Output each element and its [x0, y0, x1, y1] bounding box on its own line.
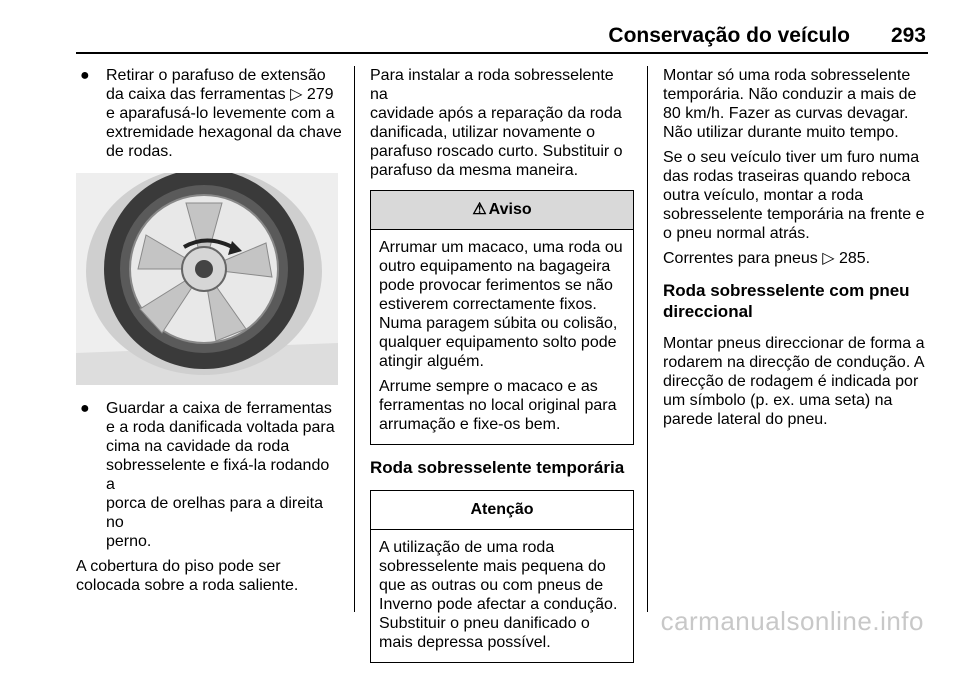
line: sobresselente temporária na frente e	[663, 206, 925, 223]
line: mais depressa possível.	[379, 634, 551, 651]
caution-header: Atenção	[371, 491, 633, 530]
line: rodarem na direcção de condução. A	[663, 354, 925, 371]
line: Guardar a caixa de ferramentas	[106, 400, 332, 417]
line: ferramentas no local original para	[379, 397, 617, 414]
intro-paragraph	[370, 66, 634, 180]
spare-wheel-illustration	[76, 173, 338, 385]
line: outra veículo, montar a roda	[663, 187, 864, 204]
line: A utilização de uma roda	[379, 539, 555, 556]
column-divider-2	[647, 66, 648, 612]
line: cavidade após a reparação da roda	[370, 105, 622, 122]
section-heading-directional-spare	[663, 280, 929, 322]
column-divider-1	[354, 66, 355, 612]
line: e a roda danificada voltada para	[106, 419, 335, 436]
warning-body	[371, 230, 633, 444]
line: das rodas traseiras quando reboca	[663, 168, 911, 185]
line: Retirar o parafuso de extensão	[106, 67, 326, 84]
line: Não utilizar durante muito tempo.	[663, 124, 899, 141]
line: direccional	[663, 302, 753, 321]
bullet-dot: ●	[80, 67, 90, 84]
warning-paragraph-2	[379, 377, 625, 434]
page-title: Conservação do veículo	[608, 24, 850, 47]
line: perno.	[106, 533, 152, 550]
bullet-item-2	[76, 399, 342, 551]
line: Para instalar a roda sobresselente na	[370, 67, 614, 103]
caution-paragraph	[379, 538, 625, 652]
caution-box	[370, 490, 634, 663]
line: pode provocar ferimentos se não	[379, 277, 613, 294]
line: que as outras ou com pneus de	[379, 577, 604, 594]
line: Arrume sempre o macaco e as	[379, 378, 598, 395]
line: Roda sobresselente com pneu	[663, 281, 910, 300]
column-3	[663, 66, 929, 435]
line: parafuso da mesma maneira.	[370, 162, 579, 179]
line: temporária. Não conduzir a mais de	[663, 86, 917, 103]
line: Montar só uma roda sobresselente	[663, 67, 911, 84]
warning-title: Aviso	[488, 201, 532, 218]
column-2	[370, 66, 634, 675]
page-header	[76, 22, 928, 54]
line: Se o seu veículo tiver um furo numa	[663, 149, 920, 166]
line: Arrumar um macaco, uma roda ou	[379, 239, 623, 256]
line: A cobertura do piso pode ser	[76, 558, 281, 575]
floor-cover-paragraph	[76, 557, 342, 595]
line: direcção de rodagem é indicada por	[663, 373, 919, 390]
line: cima na cavidade da roda	[106, 438, 290, 455]
line: da caixa das ferramentas ▷ 279	[106, 86, 334, 103]
section-heading-temporary-spare: Roda sobresselente temporária	[370, 458, 625, 477]
directional-tyre-paragraph	[663, 334, 929, 429]
watermark: carmanualsonline.info	[660, 606, 924, 636]
caution-body	[371, 530, 633, 662]
line: estiverem correctamente fixos.	[379, 296, 597, 313]
line: porca de orelhas para a direita no	[106, 495, 324, 531]
line: Inverno pode afectar a condução.	[379, 596, 618, 613]
column-1	[76, 66, 342, 601]
line: o pneu normal atrás.	[663, 225, 810, 242]
line: arrumação e fixe-os bem.	[379, 416, 561, 433]
line: e aparafusá-lo levemente com a	[106, 105, 335, 122]
line: atingir alguém.	[379, 353, 484, 370]
towing-paragraph	[663, 148, 929, 243]
line: outro equipamento na bagageira	[379, 258, 611, 275]
bullet-dot: ●	[80, 400, 90, 417]
tyre-chains-reference: Correntes para pneus ▷ 285.	[663, 250, 871, 267]
warning-icon: ⚠	[472, 201, 487, 218]
line: colocada sobre a roda saliente.	[76, 577, 299, 594]
line: extremidade hexagonal da chave	[106, 124, 342, 141]
warning-header	[371, 191, 633, 230]
line: sobresselente e fixá-la rodando a	[106, 457, 330, 493]
line: 80 km/h. Fazer as curvas devagar.	[663, 105, 909, 122]
temporary-spare-paragraph	[663, 66, 929, 142]
page-number: 293	[890, 24, 926, 47]
line: Substituir o pneu danificado o	[379, 615, 590, 632]
warning-box	[370, 190, 634, 445]
line: Montar pneus direccionar de forma a	[663, 335, 925, 352]
line: um símbolo (p. ex. uma seta) na	[663, 392, 893, 409]
line: Numa paragem súbita ou colisão,	[379, 315, 618, 332]
line: parede lateral do pneu.	[663, 411, 828, 428]
line: sobresselente mais pequena do	[379, 558, 606, 575]
line: de rodas.	[106, 143, 173, 160]
line: qualquer equipamento solto pode	[379, 334, 617, 351]
line: parafuso roscado curto. Substituir o	[370, 143, 623, 160]
bullet-item-1	[76, 66, 342, 161]
warning-paragraph-1	[379, 238, 625, 371]
line: danificada, utilizar novamente o	[370, 124, 596, 141]
